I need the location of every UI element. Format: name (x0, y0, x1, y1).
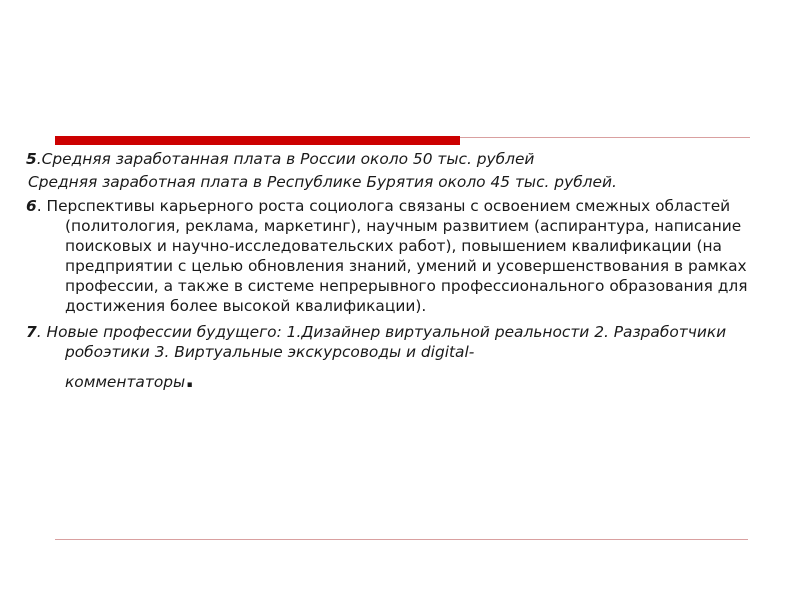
top-divider-line (460, 137, 750, 138)
salary-russia-paragraph (26, 149, 756, 169)
final-period: . (185, 365, 195, 393)
future-professions-tail: комментаторы (65, 373, 186, 391)
career-paragraph (26, 196, 756, 316)
top-accent-bar (55, 136, 460, 145)
salary-russia-text: .Средняя заработанная плата в России около 50 тыс. рублей (36, 150, 535, 168)
future-professions-paragraph (26, 322, 756, 399)
career-text: . Перспективы карьерного роста социолога связаны с освоением смежных областей (политология, реклама, маркетинг), научным развитием (аспирантура, написание поисковых и научно-исследовательских работ), повышением квалификации (на предприятии с целью обновления знаний, умений и усовершенствования в рамках профессии, а также в системе непрерывного профессионального образования для достижения более высокой квалификации). (36, 197, 748, 315)
salary-buryatia-text: Средняя заработная плата в Республике Бурятия около 45 тыс. рублей. (28, 173, 617, 191)
item-number-7: 7 (26, 323, 37, 341)
salary-buryatia-paragraph (28, 172, 756, 192)
future-professions-tail-line (65, 365, 195, 393)
item-number-5: 5 (26, 150, 37, 168)
item-number-6: 6 (26, 197, 37, 215)
slide-body (26, 149, 756, 399)
bottom-divider-line (55, 539, 748, 540)
future-professions-text: . Новые профессии будущего: 1.Дизайнер виртуальной реальности 2. Разработчики робоэтики 3. Виртуальные экскурсоводы и digital- (36, 323, 727, 361)
